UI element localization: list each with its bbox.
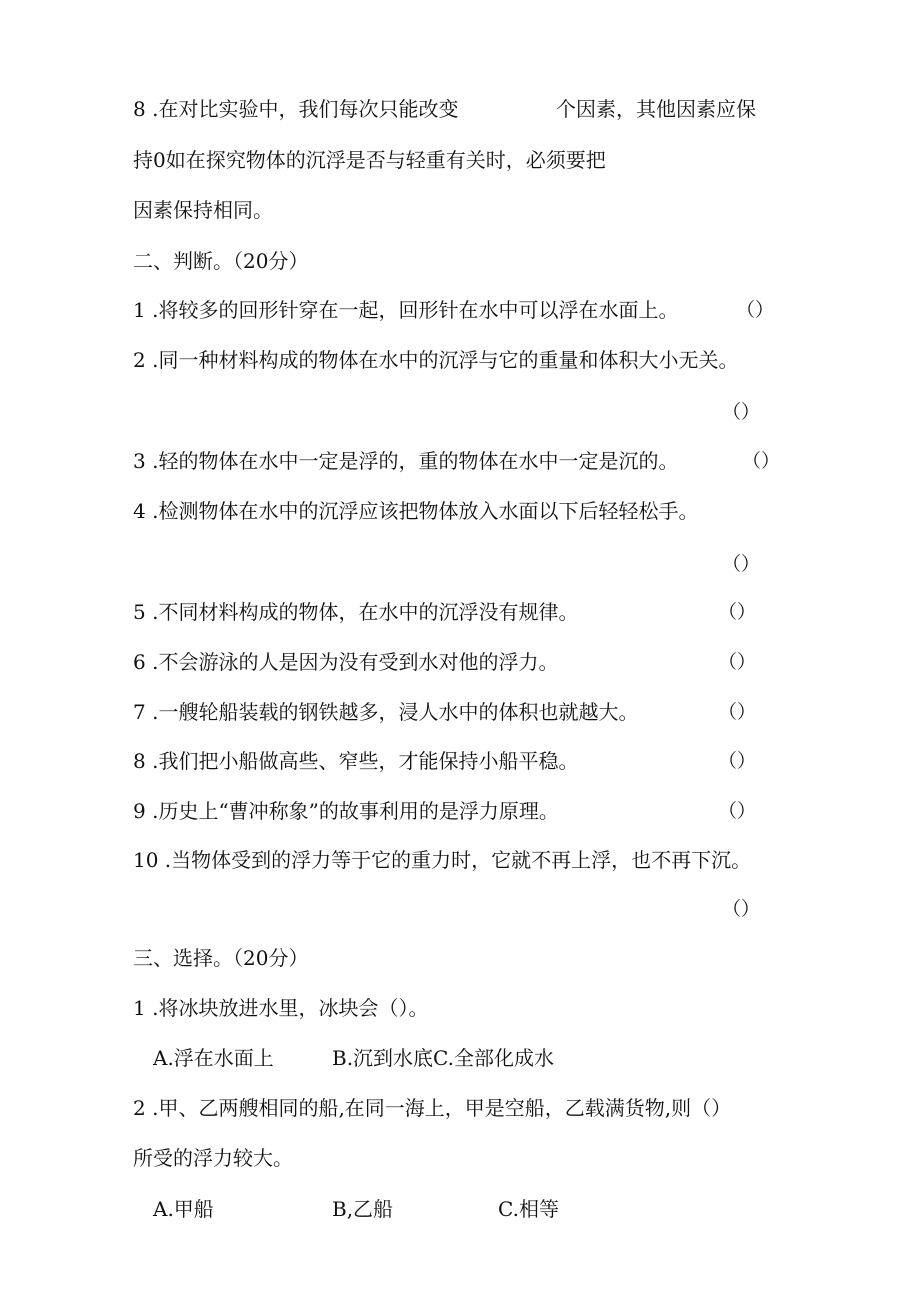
judge-item-7-answer-paren: （） — [718, 701, 757, 723]
judge-item-2: 2 .同一种材料构成的物体在水中的沉浮与它的重量和体积大小无关。 — [133, 348, 739, 372]
section-2-heading: 二、判断。（20分） — [133, 249, 309, 273]
fill-question-8-line1b: 个因素，其他因素应保 — [556, 97, 756, 121]
judge-item-2-answer-paren: （） — [722, 401, 761, 423]
judge-item-1-answer-paren: （） — [736, 299, 775, 321]
judge-item-6: 6 .不会游泳的人是因为没有受到水对他的浮力。 — [133, 650, 559, 674]
judge-item-5-answer-paren: （） — [718, 601, 757, 623]
judge-item-3-answer-paren: （） — [742, 450, 781, 472]
choice-question-2-option-a: A.甲船 — [153, 1197, 214, 1221]
judge-item-8: 8 .我们把小船做高些、窄些，才能保持小船平稳。 — [133, 749, 579, 773]
choice-question-1-option-a: A.浮在水面上 — [153, 1046, 274, 1070]
fill-question-8-line2: 持0如在探究物体的沉浮是否与轻重有关时，必须要把 — [133, 148, 606, 172]
judge-item-10-answer-paren: （） — [722, 898, 761, 920]
section-3-heading: 三、选择。（20分） — [133, 946, 309, 970]
fill-question-8-line3: 因素保持相同。 — [133, 198, 273, 222]
judge-item-3: 3 .轻的物体在水中一定是浮的，重的物体在水中一定是沉的。 — [133, 449, 679, 473]
judge-item-10: 10 .当物体受到的浮力等于它的重力时，它就不再上浮，也不再下沉。 — [133, 848, 752, 872]
choice-question-2-stem-line2: 所受的浮力较大。 — [133, 1146, 293, 1170]
judge-item-9: 9 .历史上“曹冲称象”的故事利用的是浮力原理。 — [133, 799, 559, 823]
judge-item-9-answer-paren: （） — [718, 800, 757, 822]
judge-item-4-answer-paren: （） — [722, 553, 761, 575]
choice-question-1-stem: 1 .将冰块放进水里，冰块会（）。 — [133, 996, 429, 1020]
fill-question-8-line1a: 8 .在对比实验中，我们每次只能改变 — [133, 97, 459, 121]
judge-item-5: 5 .不同材料构成的物体，在水中的沉浮没有规律。 — [133, 600, 579, 624]
choice-question-2-stem-line1: 2 .甲、乙两艘相同的船,在同一海上，甲是空船，乙载满货物,则（） — [133, 1096, 732, 1120]
choice-question-1-option-bc: B.沉到水底C.全部化成水 — [332, 1046, 555, 1070]
judge-item-8-answer-paren: （） — [718, 750, 757, 772]
judge-item-1: 1 .将较多的回形针穿在一起，回形针在水中可以浮在水面上。 — [133, 298, 679, 322]
choice-question-2-option-c: C.相等 — [498, 1197, 559, 1221]
judge-item-4: 4 .检测物体在水中的沉浮应该把物体放入水面以下后轻轻松手。 — [133, 499, 699, 523]
judge-item-6-answer-paren: （） — [718, 651, 757, 673]
choice-question-2-option-b: B,乙船 — [332, 1197, 394, 1221]
judge-item-7: 7 .一艘轮船装载的钢铁越多，浸人水中的体积也就越大。 — [133, 700, 639, 724]
